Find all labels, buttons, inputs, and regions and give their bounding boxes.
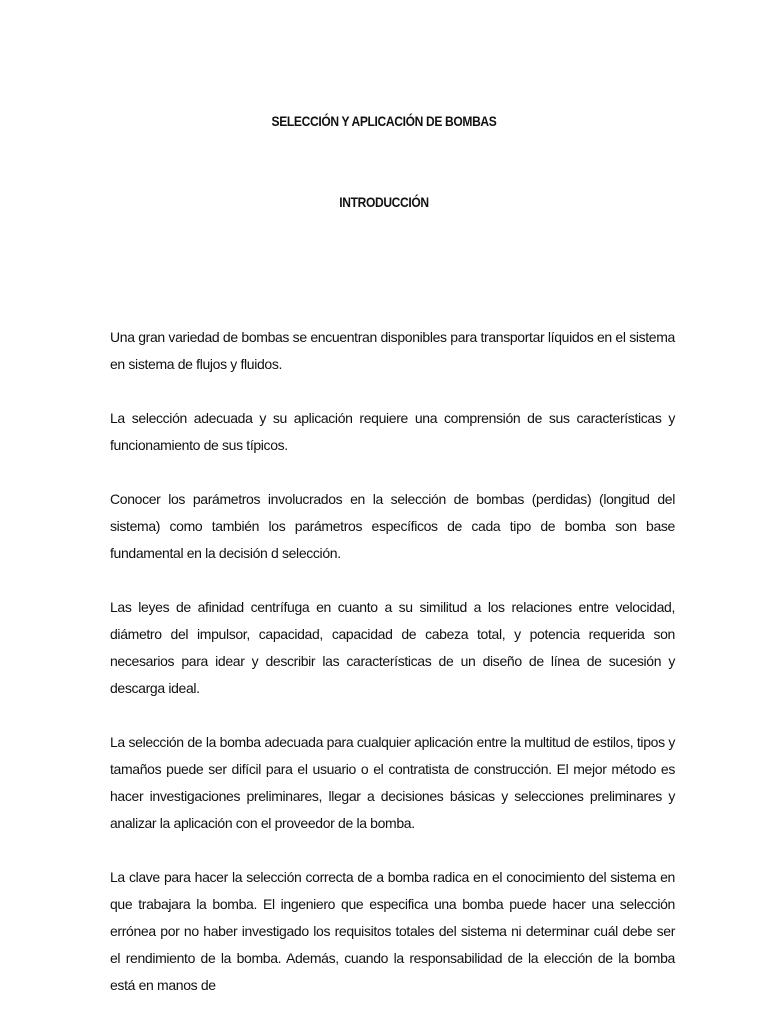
document-title: SELECCIÓN Y APLICACIÓN DE BOMBAS bbox=[271, 113, 497, 129]
paragraph-2: La selección adecuada y su aplicación requiere una comprensión de sus características y funcionamiento de sus típicos. bbox=[110, 410, 675, 453]
paragraph-1: Una gran variedad de bombas se encuentran disponibles para transportar líquidos en el sistema en sistema de flujos y fluidos. bbox=[110, 329, 675, 372]
paragraph-5: La selección de la bomba adecuada para cualquier aplicación entre la multitud de estilos, tipos y tamaños puede ser difícil para el usuario o el contratista de construcción. El mejor método es hacer investigaciones preliminares, llegar a decisiones básicas y selecciones preliminares y analizar la aplicación con el proveedor de la bomba. bbox=[110, 734, 675, 831]
paragraph-6: La clave para hacer la selección correcta de a bomba radica en el conocimiento del sistema en que trabajara la bomba. El ingeniero que especifica una bomba puede hacer una selección errónea por no haber investigado los requisitos totales del sistema ni determinar cuál debe ser el rendimiento de la bomba. Además, cuando la responsabilidad de la elección de la bomba está en manos de bbox=[110, 869, 675, 993]
document-body bbox=[110, 324, 675, 1026]
section-heading: INTRODUCCIÓN bbox=[339, 194, 429, 210]
paragraph-4: Las leyes de afinidad centrífuga en cuanto a su similitud a los relaciones entre velocidad, diámetro del impulsor, capacidad, capacidad de cabeza total, y potencia requerida son necesarios para idear y describir las características de un diseño de línea de sucesión y descarga ideal. bbox=[110, 599, 675, 696]
paragraph-3: Conocer los parámetros involucrados en la selección de bombas (perdidas) (longitud del sistema) como también los parámetros específicos de cada tipo de bomba son base fundamental en la decisión d selección. bbox=[110, 491, 675, 561]
